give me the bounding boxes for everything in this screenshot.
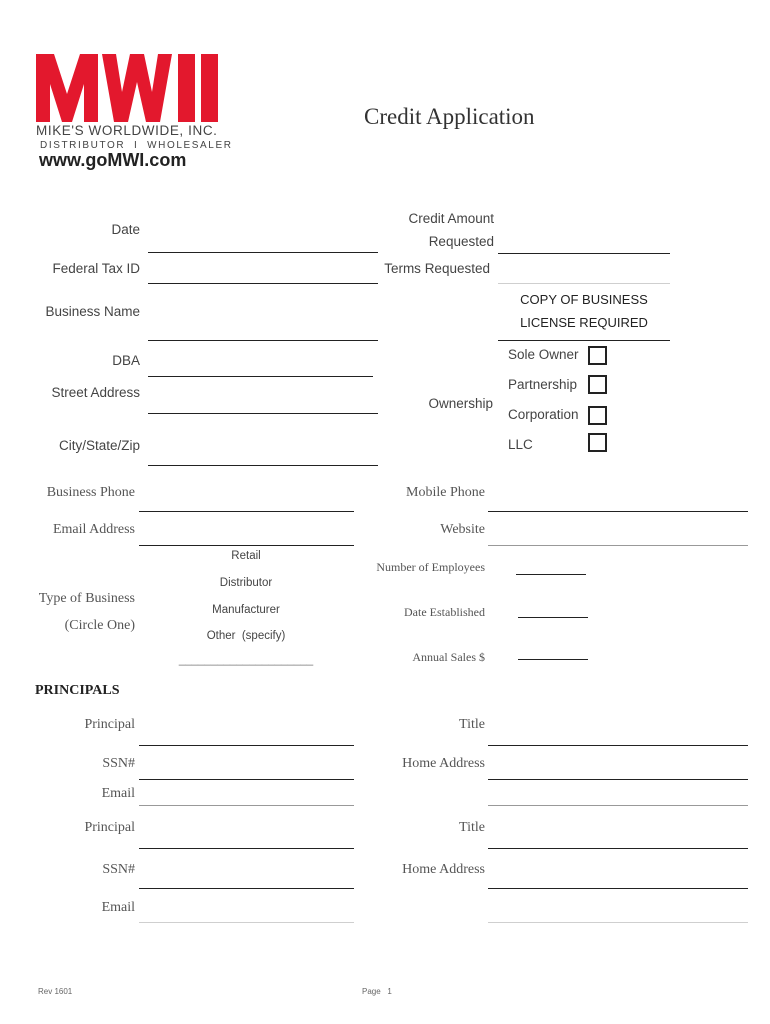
- business-type-retail[interactable]: Retail: [231, 550, 261, 562]
- ownership-sole-owner-label: Sole Owner: [508, 347, 579, 362]
- business-phone-label: Business Phone: [46, 485, 135, 500]
- business-phone-field[interactable]: [139, 511, 354, 512]
- principal-1-ssn-label: SSN#: [102, 756, 135, 771]
- license-note-line-1: COPY OF BUSINESS: [520, 292, 648, 307]
- dba-field[interactable]: [148, 376, 373, 377]
- principal-2-label: Principal: [84, 820, 135, 835]
- principal-1-field[interactable]: [139, 745, 354, 746]
- principal-2-field[interactable]: [139, 848, 354, 849]
- federal-tax-id-label: Federal Tax ID: [52, 261, 140, 276]
- principal-1-home-address-field[interactable]: [488, 779, 748, 780]
- federal-tax-id-field[interactable]: [148, 283, 378, 284]
- company-logo: [36, 54, 231, 174]
- street-address-field[interactable]: [148, 413, 378, 414]
- terms-requested-label: Terms Requested: [384, 261, 490, 276]
- corporation-checkbox[interactable]: [588, 406, 607, 425]
- principal-2-email-field[interactable]: [139, 922, 354, 923]
- mwi-logo-mark: [36, 54, 228, 122]
- company-website: www.goMWI.com: [39, 150, 187, 170]
- date-label: Date: [111, 222, 140, 237]
- principal-2-ssn-field[interactable]: [139, 888, 354, 889]
- ownership-llc-label: LLC: [508, 437, 533, 452]
- website-field[interactable]: [488, 545, 748, 546]
- principal-1-title-label: Title: [459, 717, 485, 732]
- principal-1-home-address-label: Home Address: [402, 756, 485, 771]
- email-address-field[interactable]: [139, 545, 354, 546]
- dba-label: DBA: [112, 353, 140, 368]
- website-label: Website: [440, 522, 485, 537]
- principal-2-email-label: Email: [101, 900, 135, 915]
- annual-sales-label: Annual Sales $: [412, 650, 485, 664]
- date-established-label: Date Established: [404, 605, 485, 619]
- principal-2-title-label: Title: [459, 820, 485, 835]
- principal-1-address-line-2[interactable]: [488, 805, 748, 806]
- street-address-label: Street Address: [51, 385, 140, 400]
- date-established-field[interactable]: [518, 617, 588, 618]
- credit-amount-label-2: Requested: [428, 234, 494, 249]
- principal-1-email-label: Email: [101, 786, 135, 801]
- mobile-phone-field[interactable]: [488, 511, 748, 512]
- business-type-other[interactable]: Other (specify): [206, 630, 286, 642]
- principal-2-ssn-label: SSN#: [102, 862, 135, 877]
- business-name-field[interactable]: [148, 340, 378, 341]
- principals-heading: PRINCIPALS: [35, 683, 120, 698]
- page-number: Page 1: [362, 987, 392, 996]
- principal-1-title-field[interactable]: [488, 745, 748, 746]
- type-of-business-label: Type of Business: [38, 591, 135, 606]
- principal-2-title-field[interactable]: [488, 848, 748, 849]
- city-state-zip-field[interactable]: [148, 465, 378, 466]
- license-note-line-2: LICENSE REQUIRED: [520, 315, 648, 330]
- principal-1-ssn-field[interactable]: [139, 779, 354, 780]
- circle-one-label: (Circle One): [64, 618, 135, 633]
- number-of-employees-label: Number of Employees: [376, 560, 485, 574]
- llc-checkbox[interactable]: [588, 433, 607, 452]
- page-title: Credit Application: [364, 104, 535, 129]
- principal-1-email-field[interactable]: [139, 805, 354, 806]
- business-type-distributor[interactable]: Distributor: [219, 577, 273, 589]
- number-of-employees-field[interactable]: [516, 574, 586, 575]
- principal-1-label: Principal: [84, 717, 135, 732]
- city-state-zip-label: City/State/Zip: [58, 438, 140, 453]
- revision-number: Rev 1601: [38, 987, 73, 996]
- credit-amount-field[interactable]: [498, 253, 670, 254]
- principal-2-home-address-field[interactable]: [488, 888, 748, 889]
- business-type-manufacturer[interactable]: Manufacturer: [212, 604, 280, 616]
- annual-sales-field[interactable]: [518, 659, 588, 660]
- principal-2-address-line-2[interactable]: [488, 922, 748, 923]
- ownership-partnership-label: Partnership: [508, 377, 578, 392]
- partnership-checkbox[interactable]: [588, 375, 607, 394]
- sole-owner-checkbox[interactable]: [588, 346, 607, 365]
- terms-requested-field[interactable]: [498, 283, 670, 284]
- principal-2-home-address-label: Home Address: [402, 862, 485, 877]
- company-name: MIKE'S WORLDWIDE, INC.: [36, 123, 218, 138]
- ownership-label: Ownership: [428, 396, 493, 411]
- business-name-label: Business Name: [45, 304, 140, 319]
- mobile-phone-label: Mobile Phone: [406, 485, 485, 500]
- credit-amount-label: Credit Amount: [408, 211, 494, 226]
- ownership-corporation-label: Corporation: [508, 407, 579, 422]
- business-type-other-blank[interactable]: _____________________: [178, 654, 314, 666]
- license-required-note: [498, 288, 670, 334]
- company-tagline: DISTRIBUTOR I WHOLESALER: [40, 140, 233, 151]
- license-divider: [498, 340, 670, 341]
- email-address-label: Email Address: [52, 522, 135, 537]
- date-field[interactable]: [148, 252, 378, 253]
